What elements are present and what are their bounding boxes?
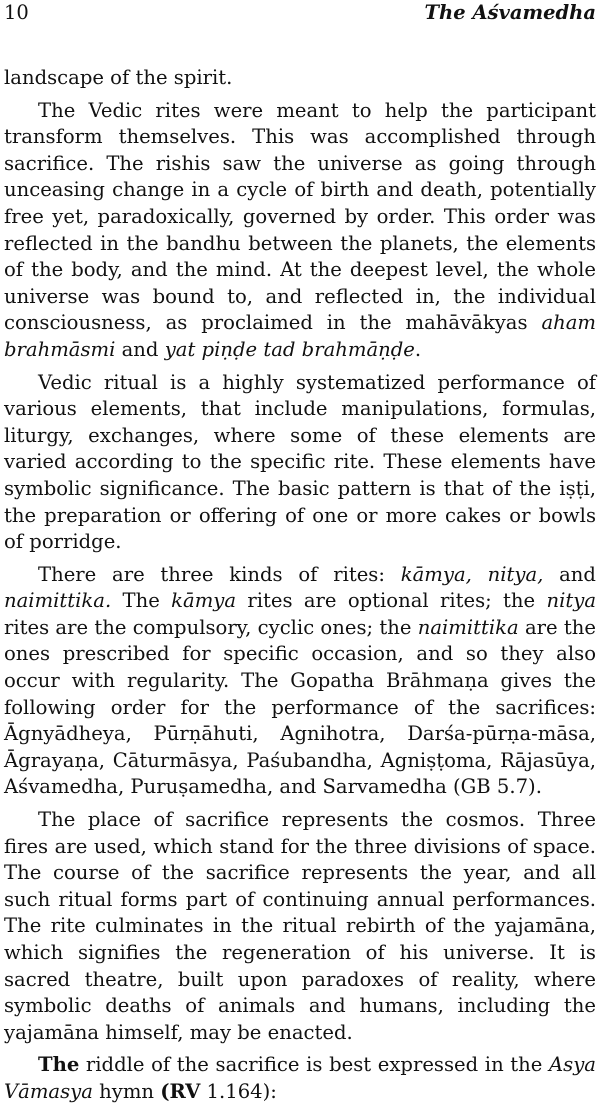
text-run: There are three kinds of rites: — [38, 562, 401, 586]
text-run: The — [111, 589, 172, 613]
bold-text: (RV — [160, 1079, 201, 1103]
text-run: rites are the compulsory, cyclic ones; the — [4, 615, 418, 639]
italic-term: naimittika — [417, 615, 519, 639]
paragraph-vedic-ritual: Vedic ritual is a highly systematized performance of various elements, that include manipulations, formulas, liturgy, exchanges, where some of these elements are varied according to the specific rite. These elements have symbolic significance. The basic pattern is that of the iṣṭi, the preparation or offering of one or more cakes or bowls of porridge. — [4, 370, 596, 554]
text-run: riddle of the sacrifice is best expressed in the — [79, 1053, 550, 1077]
italic-title: Asya Vāmasya — [4, 1053, 596, 1103]
text-run: and — [115, 337, 165, 361]
italic-term: nitya — [546, 589, 596, 613]
text-run: and — [543, 562, 596, 586]
sanskrit-phrase: yat piṇḍe tad brahmāṇḍe — [164, 337, 415, 361]
page-header — [4, 0, 596, 30]
text-run: The Vedic rites were meant to help the participant transform themselves. This was accomplished through sacrifice. The rishis saw the universe as going through unceasing change in a cycle of birth and death, potentially free yet, paradoxically, governed by order. This order was reflected in the bandhu between the planets, the elements of the body, and the mind. At the deepest level, the whole universe was bound to, and reflected in, the individual consciousness, as proclaimed in the mahāvākyas — [4, 98, 596, 335]
paragraph-place-of-sacrifice: The place of sacrifice represents the cosmos. Three fires are used, which stand for the three divisions of space. The course of the sacrifice represents the year, and all such ritual forms part of continuing annual performances. The rite culminates in the ritual rebirth of the yajamāna, which signifies the regeneration of his universe. It is sacred theatre, built upon paradoxes of reality, where symbolic deaths of animals and humans, including the yajamāna himself, may be enacted. — [4, 808, 596, 1044]
italic-term: naimittika. — [4, 589, 112, 613]
text-run: are the ones prescribed for specific occasion, and so they also occur with regularity. The Gopatha Brāhmaṇa gives the following order for the performance of the sacrifices: Āgnyādheya, Pūrṇāhuti, Agnihotra, Darśa-pūrṇa-māsa, Āgrayaṇa, Cāturmāsya, Paśubandha, Agniṣṭoma, Rājasūya, Aśvamedha, Puruṣamedha, and Sarvamedha (GB 5.7). — [4, 615, 596, 799]
paragraph-vedic-rites — [4, 98, 596, 364]
body-text — [4, 65, 596, 1106]
running-head-title: The Aśvamedha — [424, 1, 596, 24]
sanskrit-phrase: aham brahmāsmi — [4, 311, 596, 361]
bold-text: The — [38, 1053, 80, 1077]
paragraph-riddle — [4, 1052, 596, 1105]
text-run: 1.164): — [200, 1079, 277, 1103]
paragraph-continued: landscape of the spirit. — [4, 66, 233, 89]
text-run: hymn — [92, 1079, 161, 1103]
text-run: rites are optional rites; the — [236, 589, 547, 613]
italic-term: kāmya — [171, 589, 237, 613]
italic-term: kāmya, nitya, — [400, 562, 544, 586]
page-number: 10 — [4, 1, 29, 24]
paragraph-kinds-of-rites — [4, 562, 596, 801]
text-run: . — [414, 337, 422, 361]
